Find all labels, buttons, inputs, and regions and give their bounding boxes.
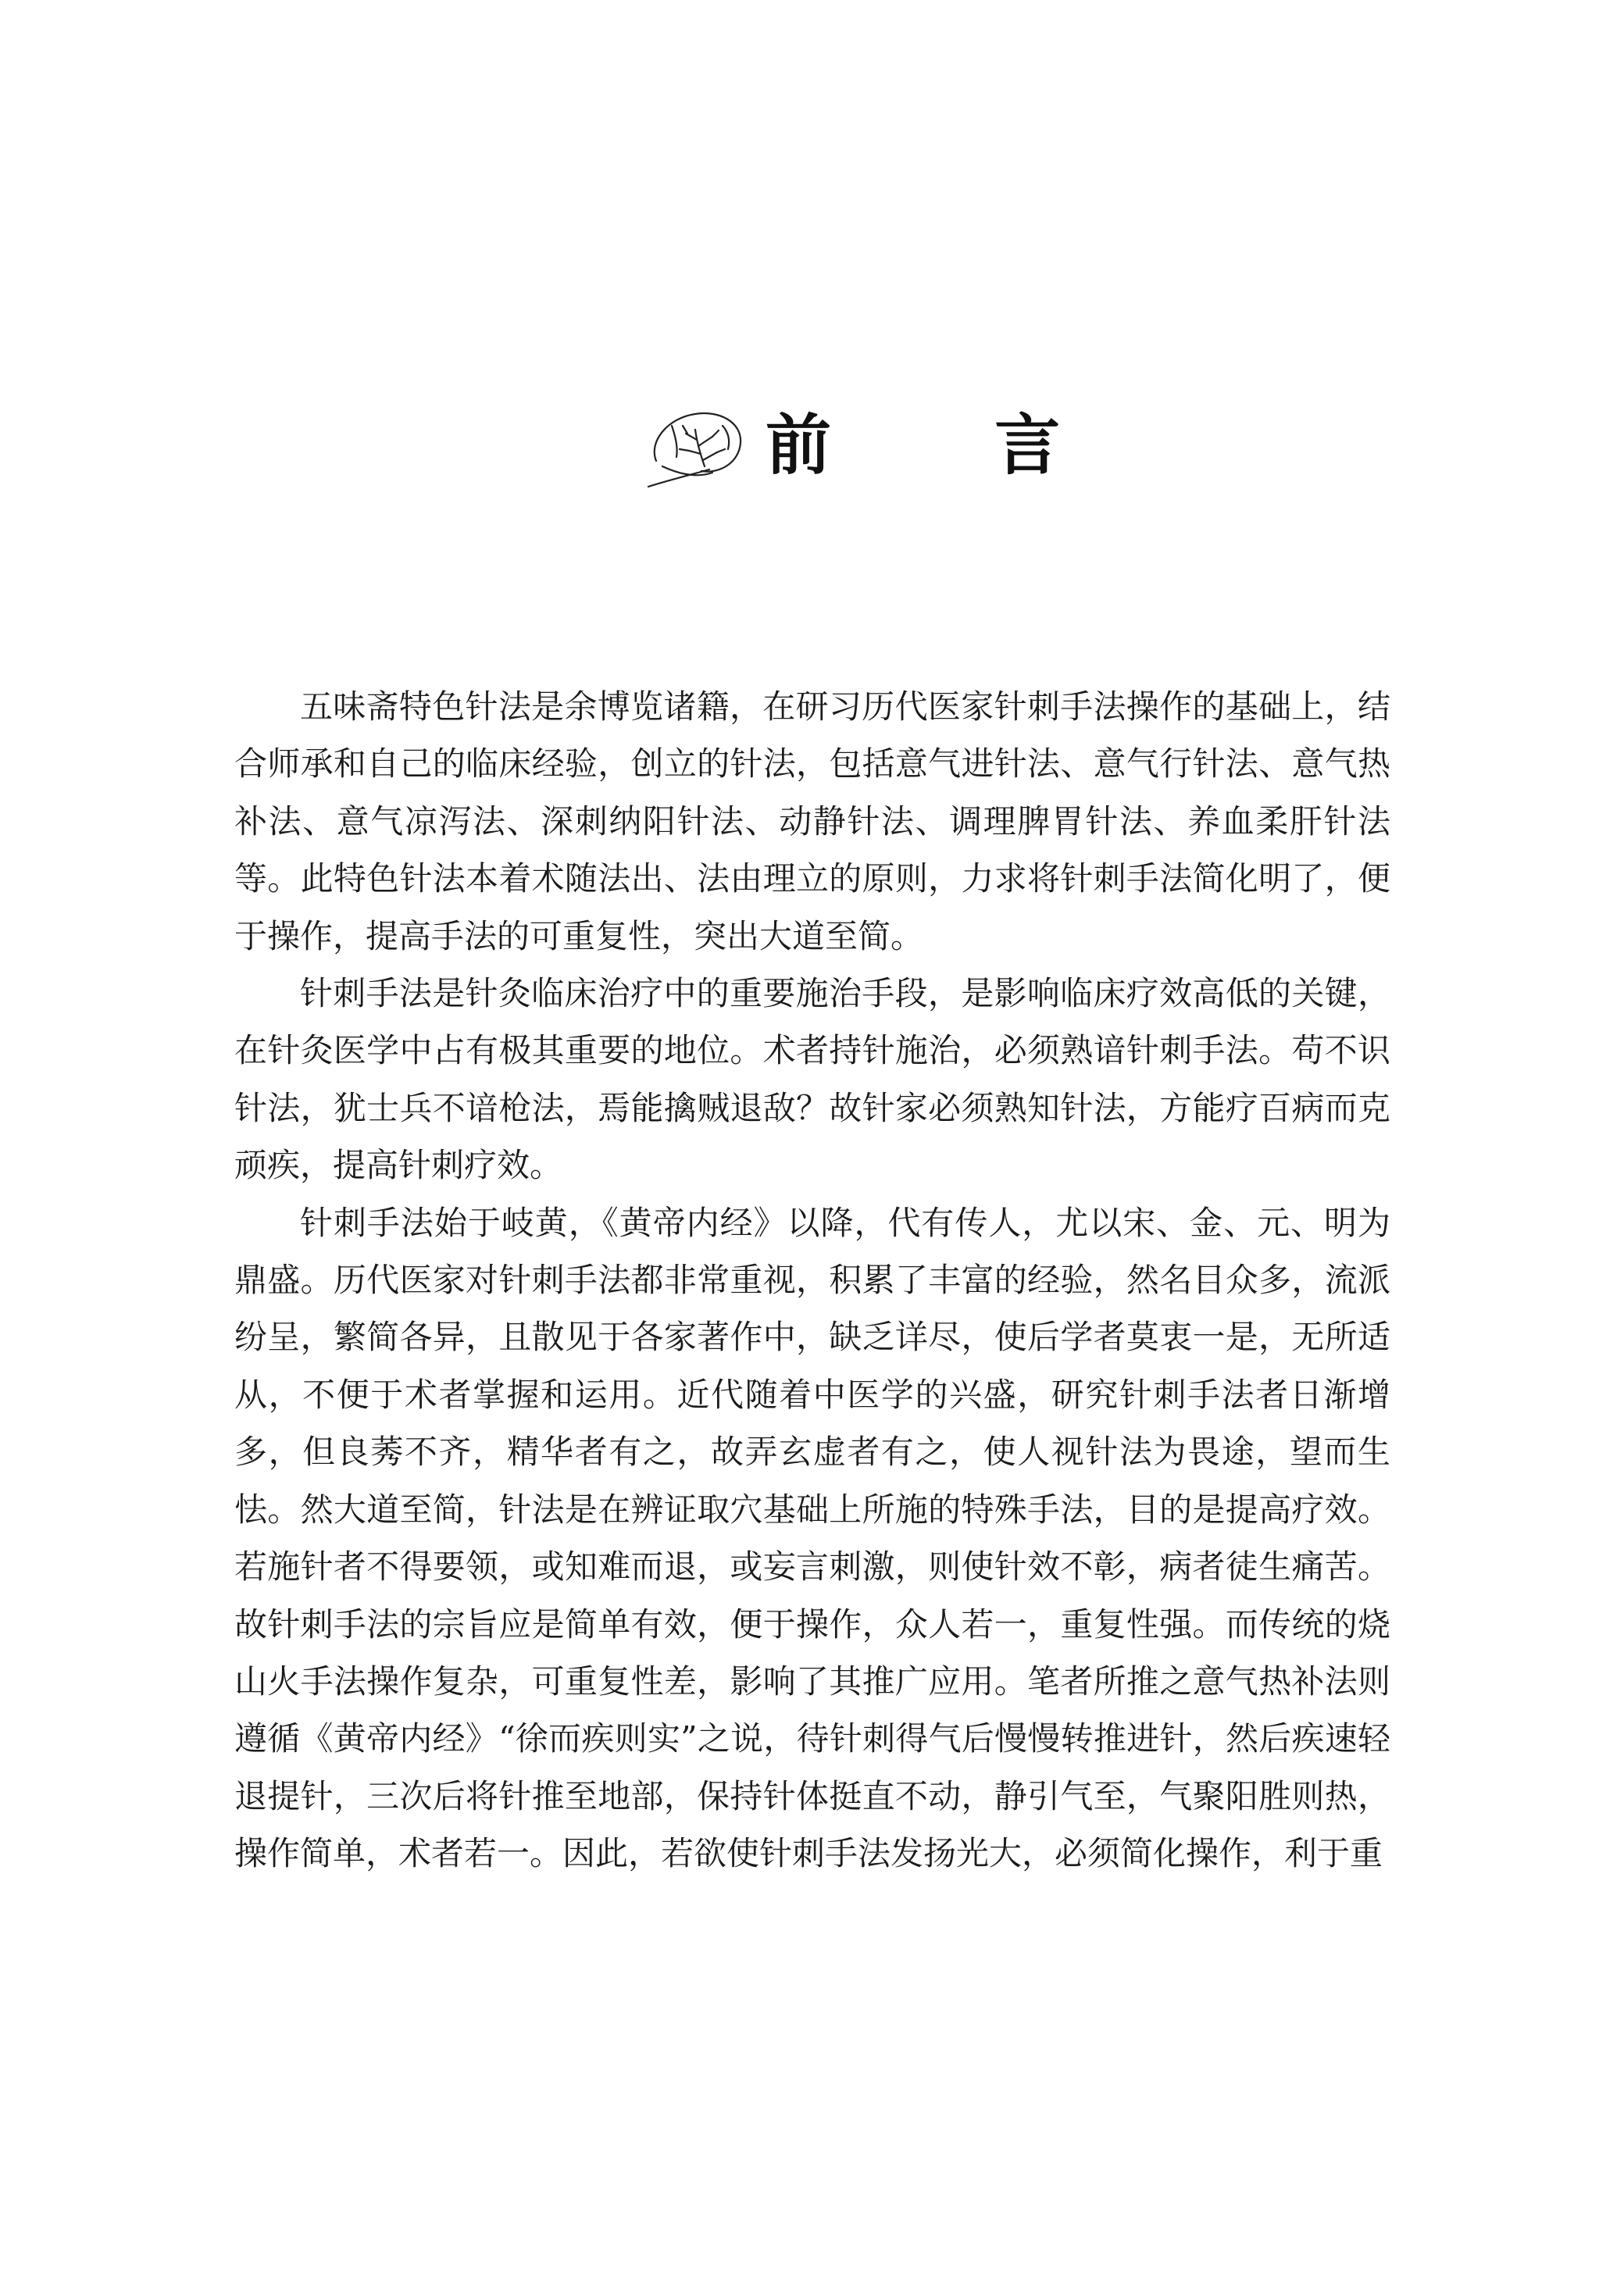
paragraph-1: 五味斋特色针法是余博览诸籍，在研习历代医家针刺手法操作的基础上，结合师承和自己的临床经验，创立的针法，包括意气进针法、意气行针法、意气热补法、意气凉泻法、深刺纳阳针法、动静针法、调理脾胃针法、养血柔肝针法等。此特色针法本着术随法出、法由理立的原则，力求将针刺手法简化明了，便于操作，提高手法的可重复性，突出大道至简。 xyxy=(234,687,1390,955)
page-title: 前 言 xyxy=(766,406,1131,484)
preface-body xyxy=(234,678,1390,1883)
paragraph-2: 针刺手法是针灸临床治疗中的重要施治手段，是影响临床疗效高低的关键，在针灸医学中占有极其重要的地位。术者持针施治，必须熟谙针刺手法。苟不识针法，犹士兵不谙枪法，焉能擒贼退敌？故针家必须熟知针法，方能疗百病而克顽疾，提高针刺疗效。 xyxy=(234,974,1390,1185)
heading-group xyxy=(641,387,1130,504)
brush-flourish-icon xyxy=(641,394,758,496)
preface-heading xyxy=(0,387,1624,504)
paragraph-3: 针刺手法始于岐黄，《黄帝内经》以降，代有传人，尤以宋、金、元、明为鼎盛。历代医家对针刺手法都非常重视，积累了丰富的经验，然名目众多，流派纷呈，繁简各异，且散见于各家著作中，缺乏详尽，使后学者莫衷一是，无所适从，不便于术者掌握和运用。近代随着中医学的兴盛，研究针刺手法者日渐增多，但良莠不齐，精华者有之，故弄玄虚者有之，使人视针法为畏途，望而生怯。然大道至简，针法是在辨证取穴基础上所施的特殊手法，目的是提高疗效。若施针者不得要领，或知难而退，或妄言刺激，则使针效不彰，病者徒生痛苦。故针刺手法的宗旨应是简单有效，便于操作，众人若一，重复性强。而传统的烧山火手法操作复杂，可重复性差，影响了其推广应用。笔者所推之意气热补法则遵循《黄帝内经》“徐而疾则实”之说，待针刺得气后慢慢转推进针，然后疾速轻退提针，三次后将针推至地部，保持针体挺直不动，静引气至，气聚阳胜则热，操作简单，术者若一。因此，若欲使针刺手法发扬光大，必须简化操作，利于重 xyxy=(234,1203,1390,1873)
